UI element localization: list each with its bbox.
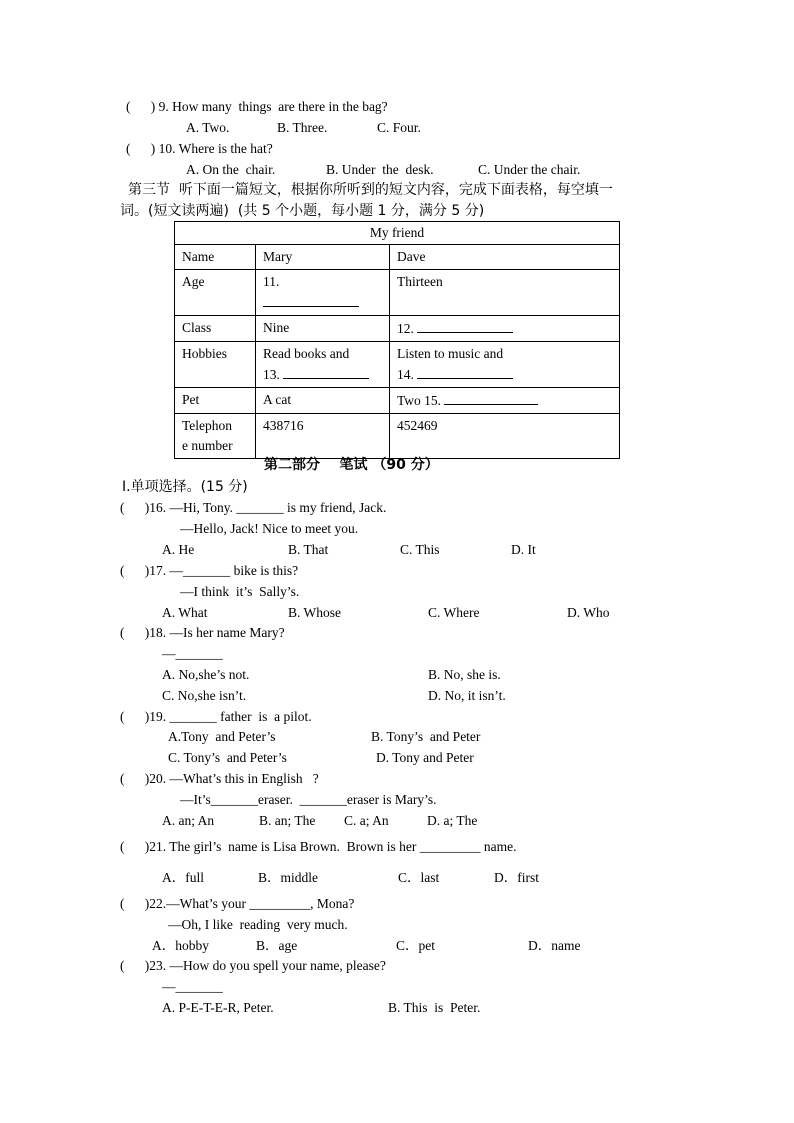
row-label: Hobbies [175,342,256,388]
q10-option-a: A. On the chair. [186,162,276,177]
question-23: ( )23. —How do you spell your name, please? [120,958,386,973]
question-21: ( )21. The girl’s name is Lisa Brown. Brown is her _________ name. [120,839,517,854]
q19-option-a: A.Tony and Peter’s [168,729,276,744]
my-friend-table [174,221,620,459]
question-9: ( ) 9. How many things are there in the bag? [126,99,388,114]
answer-blank-13[interactable] [283,364,369,379]
cell-text: Read books and [263,346,350,361]
q21-option-c: C．last [398,870,440,885]
q22-reply: —Oh, I like reading very much. [168,917,348,932]
q16-option-d: D. It [511,542,536,557]
cell-mary: A cat [256,388,390,414]
cell-dave [390,388,620,414]
q10-option-c: C. Under the chair. [478,162,581,177]
answer-blank-11[interactable] [263,292,359,307]
q17-option-c: C. Where [428,605,480,620]
q22-option-b: B．age [256,938,298,953]
cell-dave: Thirteen [390,270,620,316]
section3-instruction-line1: 第三节 听下面一篇短文，根据你所听到的短文内容，完成下面表格，每空填一 [128,182,613,198]
row-label [175,414,256,459]
cell-dave [390,342,620,388]
cell-dave: 452469 [390,414,620,459]
q18-option-d: D. No, it isn’t. [428,688,506,703]
label-part2: e number [182,438,233,453]
q16-option-c: C. This [400,542,440,557]
q16-reply: —Hello, Jack! Nice to meet you. [180,521,359,536]
q17-reply: —I think it’s Sally’s. [180,584,300,599]
q20-option-c: C. a; An [344,813,389,828]
table-row-hobbies [175,342,620,388]
question-10: ( ) 10. Where is the hat? [126,141,273,156]
q9-option-b: B. Three. [277,120,328,135]
question-20: ( )20. —What’s this in English ? [120,771,319,786]
q21-option-a: A．full [162,870,204,885]
question-17: ( )17. —_______ bike is this? [120,563,299,578]
label-part1: Telephon [182,418,233,433]
blank-number: 13. [263,367,280,382]
q18-option-b: B. No, she is. [428,667,501,682]
table-row-telephone [175,414,620,459]
section3-instruction-line2: 词。(短文读两遍) (共 5 个小题，每小题 1 分，满分 5 分) [120,203,485,219]
q9-option-a: A. Two. [186,120,230,135]
part2-title: 第二部分 笔试 （90 分） [264,457,439,473]
table-row-name [175,245,620,270]
question-16: ( )16. —Hi, Tony. _______ is my friend, Jack. [120,500,387,515]
blank-number: 11. [263,274,280,289]
q23-option-a: A. P-E-T-E-R, Peter. [162,1000,274,1015]
blank-number: 12. [397,321,414,336]
blank-number: 14. [397,367,414,382]
q17-option-d: D. Who [567,605,610,620]
row-label: Pet [175,388,256,414]
q18-option-c: C. No,she isn’t. [162,688,247,703]
q22-option-a: A．hobby [152,938,209,953]
q22-option-c: C．pet [396,938,435,953]
cell-mary [256,342,390,388]
table-row-age [175,270,620,316]
q9-option-c: C. Four. [377,120,421,135]
cell-mary: 438716 [256,414,390,459]
section-title: Ⅰ.单项选择。(15 分) [122,479,248,495]
q23-reply: —_______ [162,979,223,994]
cell-mary: Mary [256,245,390,270]
q18-reply: —_______ [162,646,223,661]
question-19: ( )19. _______ father is a pilot. [120,709,312,724]
row-label: Name [175,245,256,270]
answer-blank-12[interactable] [417,318,513,333]
q17-option-b: B. Whose [288,605,341,620]
table-row-pet [175,388,620,414]
q20-option-d: D. a; The [427,813,478,828]
q16-option-a: A. He [162,542,195,557]
q20-reply: —It’s_______eraser. _______eraser is Mary’s. [180,792,437,807]
cell-dave [390,316,620,342]
table-title: My friend [175,222,620,245]
answer-blank-15[interactable] [444,390,538,405]
q19-option-d: D. Tony and Peter [376,750,474,765]
table-row-class [175,316,620,342]
blank-number: Two 15. [397,393,442,408]
q20-option-a: A. an; An [162,813,215,828]
q23-option-b: B. This is Peter. [388,1000,481,1015]
q16-option-b: B. That [288,542,329,557]
row-label: Class [175,316,256,342]
q18-option-a: A. No,she’s not. [162,667,250,682]
q20-option-b: B. an; The [259,813,316,828]
q17-option-a: A. What [162,605,208,620]
cell-mary [256,270,390,316]
row-label: Age [175,270,256,316]
q21-option-d: D．first [494,870,539,885]
q19-option-c: C. Tony’s and Peter’s [168,750,287,765]
question-18: ( )18. —Is her name Mary? [120,625,285,640]
cell-mary: Nine [256,316,390,342]
cell-text: Listen to music and [397,346,504,361]
q21-option-b: B．middle [258,870,318,885]
q10-option-b: B. Under the desk. [326,162,434,177]
question-22: ( )22.—What’s your _________, Mona? [120,896,355,911]
q22-option-d: D．name [528,938,581,953]
q19-option-b: B. Tony’s and Peter [371,729,481,744]
cell-dave: Dave [390,245,620,270]
answer-blank-14[interactable] [417,364,513,379]
